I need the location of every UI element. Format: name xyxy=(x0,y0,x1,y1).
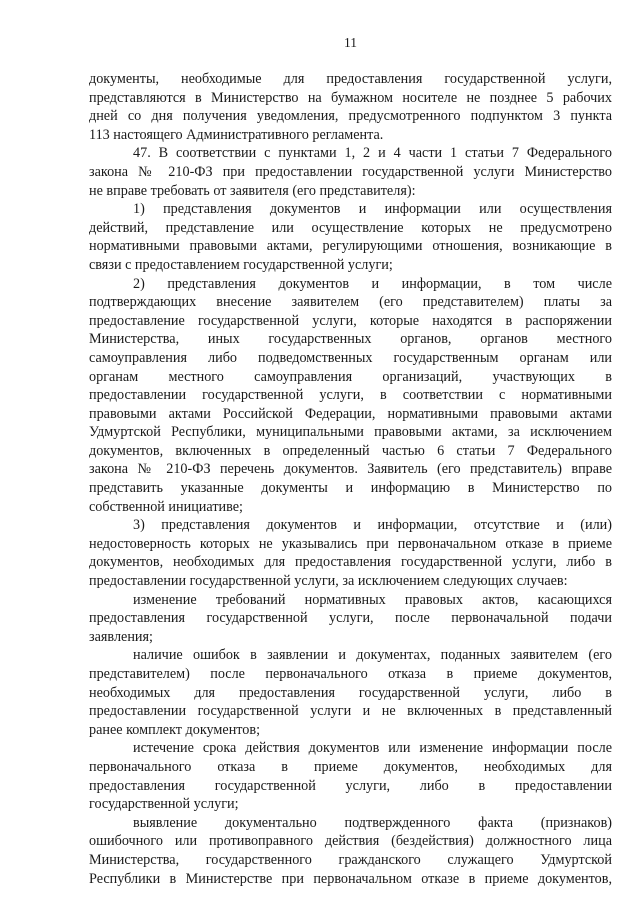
text-line: документы, необходимые для предоставления государственной услуги, xyxy=(89,71,612,87)
text-line: 113 настоящего Административного регламента. xyxy=(89,126,384,143)
text-line: документов, включенных в определенный частью 6 статьи 7 Федерального xyxy=(89,442,612,459)
text-line: ранее комплект документов; xyxy=(89,721,261,738)
text-line: Министерства, иных государственных органов, органов местного xyxy=(89,331,612,348)
text-line: Министерства, государственного гражданского служащего Удмуртской xyxy=(89,851,612,868)
text-line: выявление документально подтвержденного факта (признаков) xyxy=(133,814,612,831)
text-line: закона № 210-ФЗ при предоставлении государственной услуги Министерство xyxy=(89,163,612,180)
text-line: предоставлении государственной услуги и не включенных в представленный xyxy=(89,703,612,720)
text-line: представить указанные документы и информацию в Министерство по xyxy=(89,480,612,497)
text-line: 3) представления документов и информации, отсутствие и (или) xyxy=(133,517,612,534)
text-line: собственной инициативе; xyxy=(89,498,243,515)
text-line: недостоверность которых не указывались при первоначальном отказе в приеме xyxy=(89,535,612,552)
text-line: первоначального отказа в приеме документов, необходимых для xyxy=(89,758,612,775)
text-line: предоставлении государственной услуги, в соответствии с нормативными xyxy=(89,387,612,404)
document-body xyxy=(89,70,612,888)
text-line: представляются в Министерство на бумажном носителе не позднее 5 рабочих xyxy=(89,89,612,106)
text-line: 1) представления документов и информации или осуществления xyxy=(133,201,612,218)
text-line: 2) представления документов и информации, в том числе xyxy=(133,275,612,292)
text-line: необходимых для предоставления государственной услуги, либо в xyxy=(89,684,612,701)
text-line: предоставлении государственной услуги, за исключением следующих случаев: xyxy=(89,573,568,590)
text-line: дней со дня получения уведомления, предусмотренного подпунктом 3 пункта xyxy=(89,108,612,125)
text-line: предоставление государственной услуги, которые находятся в распоряжении xyxy=(89,312,612,329)
text-line: ошибочного или противоправного действия (бездействия) должностного лица xyxy=(89,833,612,850)
text-line: государственной услуги; xyxy=(89,796,239,813)
text-line: Удмуртской Республики, муниципальными правовыми актами, за исключением xyxy=(89,424,612,441)
text-line: предоставления государственной услуги, после первоначальной подачи xyxy=(89,610,612,627)
text-line: закона № 210-ФЗ перечень документов. Заявитель (его представитель) вправе xyxy=(89,461,612,478)
text-line: заявления; xyxy=(89,628,153,645)
text-line: изменение требований нормативных правовых актов, касающихся xyxy=(133,591,612,608)
text-line: самоуправления либо подведомственных государственным органам или xyxy=(89,349,612,366)
text-line: Республики в Министерстве при первоначальном отказе в приеме документов, xyxy=(89,870,612,887)
text-line: органам местного самоуправления организаций, участвующих в xyxy=(89,368,612,385)
text-line: не вправе требовать от заявителя (его представителя): xyxy=(89,182,416,199)
text-line: действий, представление или осуществление которых не предусмотрено xyxy=(89,219,612,236)
text-line: наличие ошибок в заявлении и документах, поданных заявителем (его xyxy=(133,647,612,664)
text-line: документов, необходимых для предоставления государственной услуги, либо в xyxy=(89,554,612,571)
text-line: представителем) после первоначального отказа в приеме документов, xyxy=(89,666,612,682)
text-line: истечение срока действия документов или изменение информации после xyxy=(133,740,612,757)
text-line: правовыми актами Российской Федерации, нормативными правовыми актами xyxy=(89,405,612,422)
text-line: 47. В соответствии с пунктами 1, 2 и 4 части 1 статьи 7 Федерального xyxy=(133,145,612,162)
text-line: подтверждающих внесение заявителем (его представителем) платы за xyxy=(89,294,612,311)
text-line: связи с предоставлением государственной услуги; xyxy=(89,256,393,273)
page-number: 11 xyxy=(344,35,357,50)
text-line: нормативными правовыми актами, регулирующими отношения, возникающие в xyxy=(89,238,612,255)
text-line: предоставления государственной услуги, либо в предоставлении xyxy=(89,777,612,794)
